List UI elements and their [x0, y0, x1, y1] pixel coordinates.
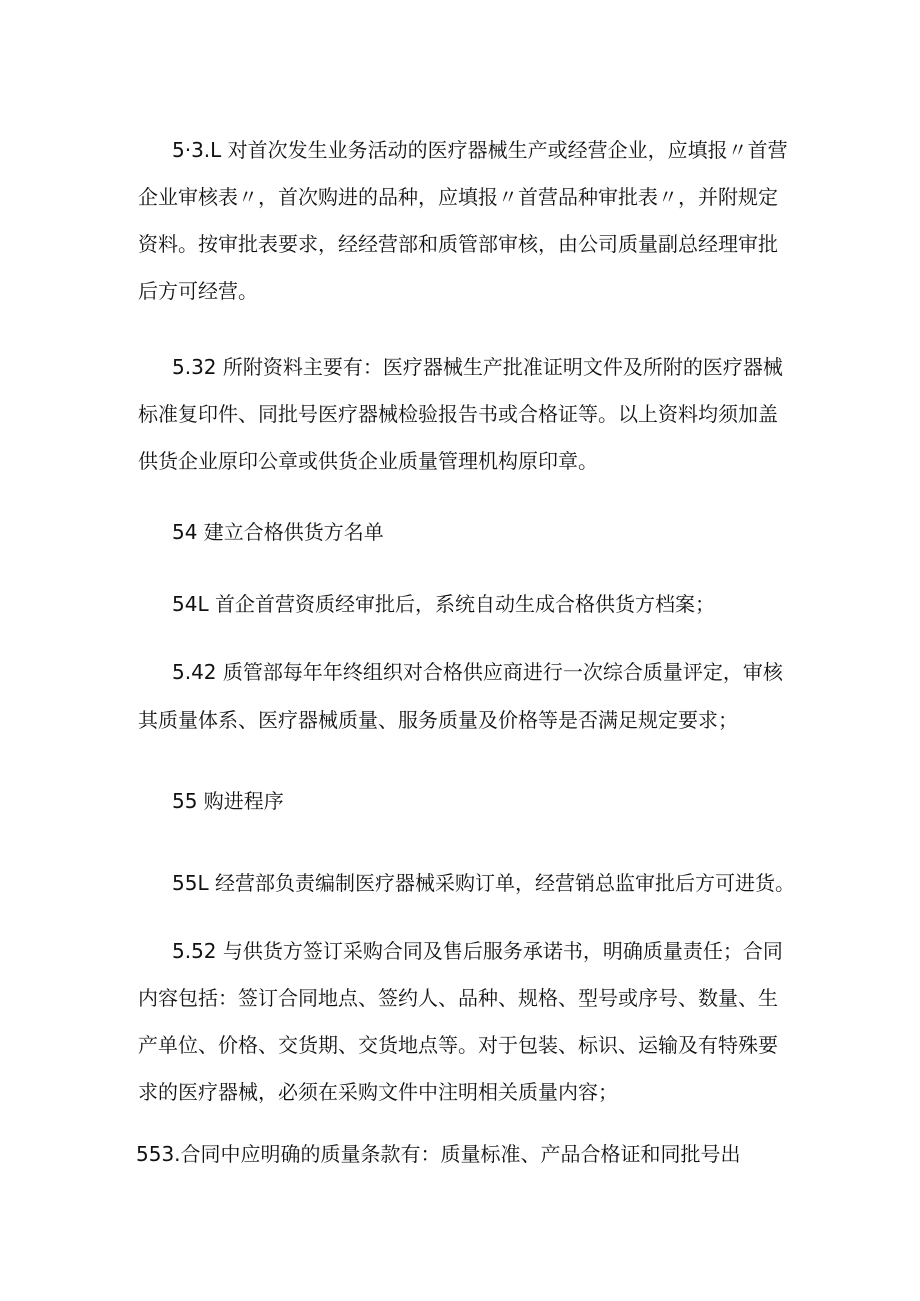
paragraph-line: 5·3.L 对首次发生业务活动的医疗器械生产或经营企业，应填报〃首营: [172, 138, 788, 162]
paragraph-line: 内容包括：签订合同地点、签约人、品种、规格、型号或序号、数量、生: [138, 986, 778, 1010]
paragraph-line: 5.42 质管部每年年终组织对合格供应商进行一次综合质量评定，审核: [172, 660, 783, 684]
paragraph-line: 企业审核表〃，首次购进的品种，应填报〃首营品种审批表〃，并附规定: [138, 185, 778, 209]
section-heading: 54 建立合格供货方名单: [172, 520, 384, 544]
paragraph-line: 5.32 所附资料主要有：医疗器械生产批准证明文件及所附的医疗器械: [172, 355, 783, 379]
section-heading: 55 购进程序: [172, 789, 284, 813]
paragraph-line: 54L 首企首营资质经审批后，系统自动生成合格供货方档案；: [172, 592, 715, 616]
paragraph-line: 求的医疗器械，必须在采购文件中注明相关质量内容；: [138, 1080, 618, 1104]
paragraph-line: 553.合同中应明确的质量条款有：质量标准、产品合格证和同批号出: [136, 1142, 741, 1166]
paragraph-line: 55L 经营部负责编制医疗器械采购订单，经营销总监审批后方可进货。: [172, 871, 795, 895]
paragraph-line: 后方可经营。: [138, 279, 258, 303]
paragraph-line: 其质量体系、医疗器械质量、服务质量及价格等是否满足规定要求；: [138, 708, 738, 732]
paragraph-line: 资料。按审批表要求，经经营部和质管部审核，由公司质量副总经理审批: [138, 232, 778, 256]
paragraph-line: 供货企业原印公章或供货企业质量管理机构原印章。: [138, 449, 598, 473]
paragraph-line: 5.52 与供货方签订采购合同及售后服务承诺书，明确质量责任；合同: [172, 939, 783, 963]
paragraph-line: 产单位、价格、交货期、交货地点等。对于包装、标识、运输及有特殊要: [138, 1033, 778, 1057]
paragraph-line: 标准复印件、同批号医疗器械检验报告书或合格证等。以上资料均须加盖: [138, 402, 778, 426]
